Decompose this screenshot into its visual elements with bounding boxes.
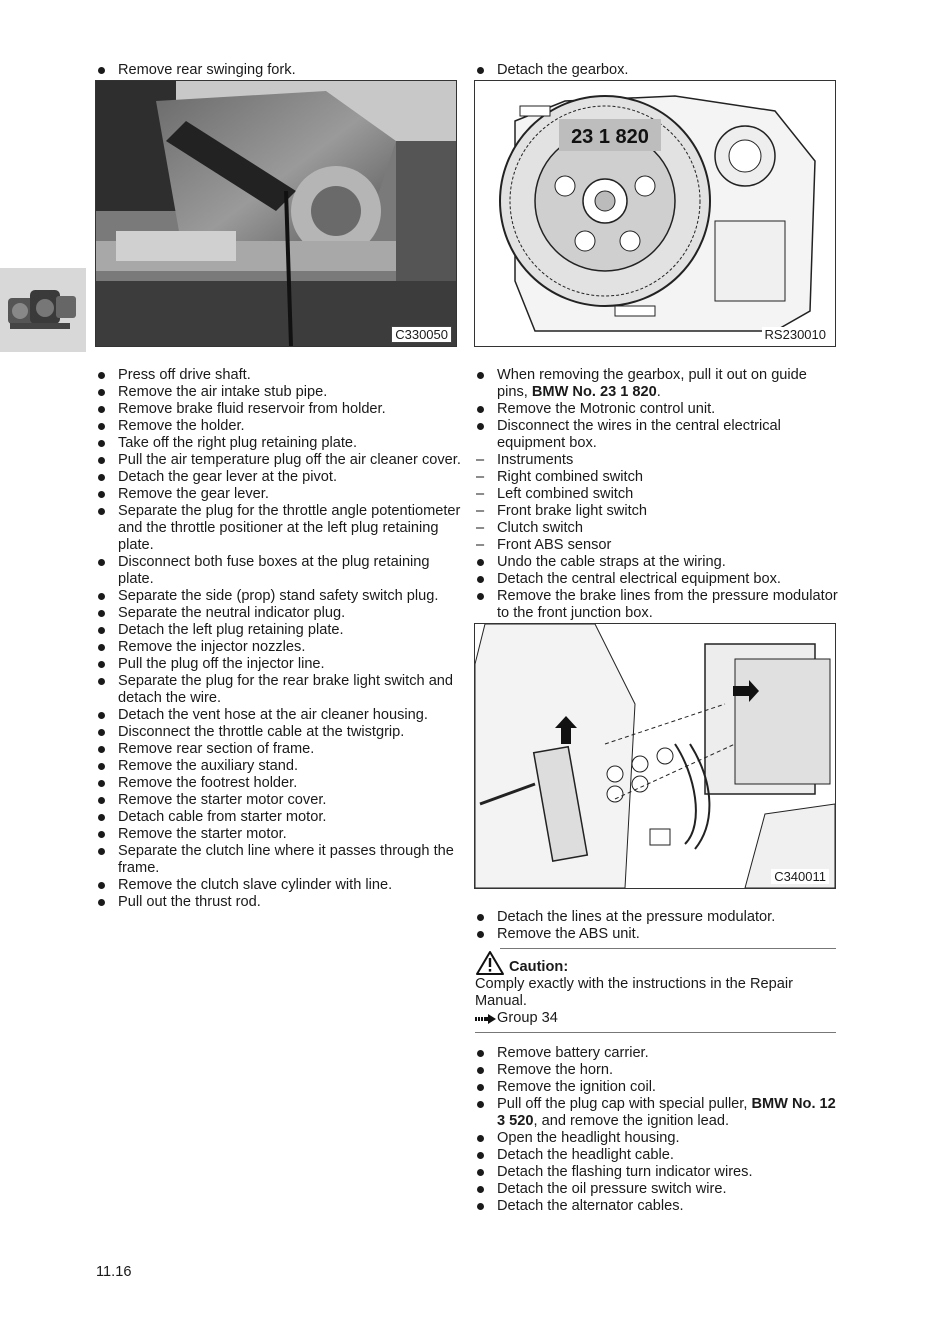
right-steps-c bbox=[475, 909, 840, 943]
caution-top-rule bbox=[500, 948, 836, 949]
step-item: Remove the clutch slave cylinder with line. bbox=[96, 877, 461, 894]
left-column bbox=[96, 62, 461, 79]
right-steps bbox=[475, 367, 840, 622]
gearbox-drawing bbox=[474, 80, 836, 347]
step-item: Open the headlight housing. bbox=[475, 1130, 840, 1147]
step-item: Detach the vent hose at the air cleaner housing. bbox=[96, 707, 461, 724]
step-item: Remove the Motronic control unit. bbox=[475, 401, 840, 418]
step-item: Detach the oil pressure switch wire. bbox=[475, 1181, 840, 1198]
step-item: Detach the central electrical equipment box. bbox=[475, 571, 840, 588]
step-item: Remove the starter motor. bbox=[96, 826, 461, 843]
caution-title: Caution: bbox=[509, 959, 569, 975]
step-item: Remove the ABS unit. bbox=[475, 926, 840, 943]
sub-item: – Instruments bbox=[475, 452, 840, 469]
caution-reference bbox=[475, 1010, 840, 1027]
step-item: Remove the brake lines from the pressure modulator to the front junction box. bbox=[475, 588, 840, 622]
step-item: Pull the air temperature plug off the air cleaner cover. bbox=[96, 452, 461, 469]
step-item: Take off the right plug retaining plate. bbox=[96, 435, 461, 452]
step-item: Undo the cable straps at the wiring. bbox=[475, 554, 840, 571]
step-item: Disconnect the throttle cable at the twistgrip. bbox=[96, 724, 461, 741]
right-column bbox=[475, 62, 840, 79]
warning-triangle-icon bbox=[475, 950, 505, 976]
arrow-reference-icon bbox=[475, 1013, 497, 1025]
sub-item: – Right combined switch bbox=[475, 469, 840, 486]
step-puller: Pull off the plug cap with special puller, BMW No. 12 3 520, and remove the ignition lead. bbox=[475, 1096, 840, 1130]
step-item: Remove the gear lever. bbox=[96, 486, 461, 503]
swinging-fork-illustration bbox=[96, 81, 456, 346]
step-item: Detach the alternator cables. bbox=[475, 1198, 840, 1215]
figure-id-rs230010: RS230010 bbox=[762, 327, 829, 342]
step-item: Remove the auxiliary stand. bbox=[96, 758, 461, 775]
step-item: Detach the lines at the pressure modulator. bbox=[475, 909, 840, 926]
caution-bottom-rule bbox=[475, 1032, 836, 1033]
step-item: Remove battery carrier. bbox=[475, 1045, 840, 1062]
chapter-tab bbox=[0, 268, 86, 352]
step-item: Disconnect both fuse boxes at the plug retaining plate. bbox=[96, 554, 461, 588]
step-item: Remove the injector nozzles. bbox=[96, 639, 461, 656]
sub-item: – Clutch switch bbox=[475, 520, 840, 537]
sub-item: – Left combined switch bbox=[475, 486, 840, 503]
step-item: Detach the gear lever at the pivot. bbox=[96, 469, 461, 486]
step-item: Press off drive shaft. bbox=[96, 367, 461, 384]
step-item: Separate the plug for the throttle angle potentiometer and the throttle positioner at the left plug retaining plate. bbox=[96, 503, 461, 554]
caution-text: Comply exactly with the instructions in the Repair Manual. bbox=[475, 976, 793, 1009]
sub-item: – Front brake light switch bbox=[475, 503, 840, 520]
caution-ref-text: Group 34 bbox=[497, 1010, 558, 1026]
step-item: Remove the horn. bbox=[475, 1062, 840, 1079]
step-item: Pull out the thrust rod. bbox=[96, 894, 461, 911]
step-item: Remove rear section of frame. bbox=[96, 741, 461, 758]
sub-item: – Front ABS sensor bbox=[475, 537, 840, 554]
step-item: Separate the plug for the rear brake light switch and detach the wire. bbox=[96, 673, 461, 707]
step-item: Remove brake fluid reservoir from holder. bbox=[96, 401, 461, 418]
tool-label-text: 23 1 820 bbox=[571, 126, 649, 148]
step-item: Detach the flashing turn indicator wires. bbox=[475, 1164, 840, 1181]
step-intro-right: Detach the gearbox. bbox=[475, 62, 840, 79]
swinging-fork-photo bbox=[95, 80, 457, 347]
step-intro-left: Remove rear swinging fork. bbox=[96, 62, 461, 79]
left-steps bbox=[96, 367, 461, 911]
engine-thumbnail-icon bbox=[0, 268, 86, 352]
step-guide-pins: When removing the gearbox, pull it out on guide pins, BMW No. 23 1 820. bbox=[475, 367, 840, 401]
step-item: Remove the footrest holder. bbox=[96, 775, 461, 792]
step-item: Detach the headlight cable. bbox=[475, 1147, 840, 1164]
step-item: Separate the neutral indicator plug. bbox=[96, 605, 461, 622]
gearbox-illustration bbox=[475, 81, 835, 346]
step-item: Remove the ignition coil. bbox=[475, 1079, 840, 1096]
step-item: Detach cable from starter motor. bbox=[96, 809, 461, 826]
step-item: Remove the air intake stub pipe. bbox=[96, 384, 461, 401]
step-item: Pull the plug off the injector line. bbox=[96, 656, 461, 673]
figure-id-c330050: C330050 bbox=[391, 326, 452, 343]
step-item: Remove the starter motor cover. bbox=[96, 792, 461, 809]
abs-unit-illustration bbox=[475, 624, 835, 888]
step-item: Disconnect the wires in the central electrical equipment box. bbox=[475, 418, 840, 452]
abs-unit-drawing bbox=[474, 623, 836, 889]
caution-block bbox=[475, 950, 840, 1027]
figure-id-c340011: C340011 bbox=[771, 869, 829, 884]
step-item: Separate the clutch line where it passes through the frame. bbox=[96, 843, 461, 877]
step-item: Separate the side (prop) stand safety switch plug. bbox=[96, 588, 461, 605]
right-steps-final bbox=[475, 1045, 840, 1215]
page-number: 11.16 bbox=[96, 1264, 132, 1280]
step-item: Detach the left plug retaining plate. bbox=[96, 622, 461, 639]
step-item: Remove the holder. bbox=[96, 418, 461, 435]
